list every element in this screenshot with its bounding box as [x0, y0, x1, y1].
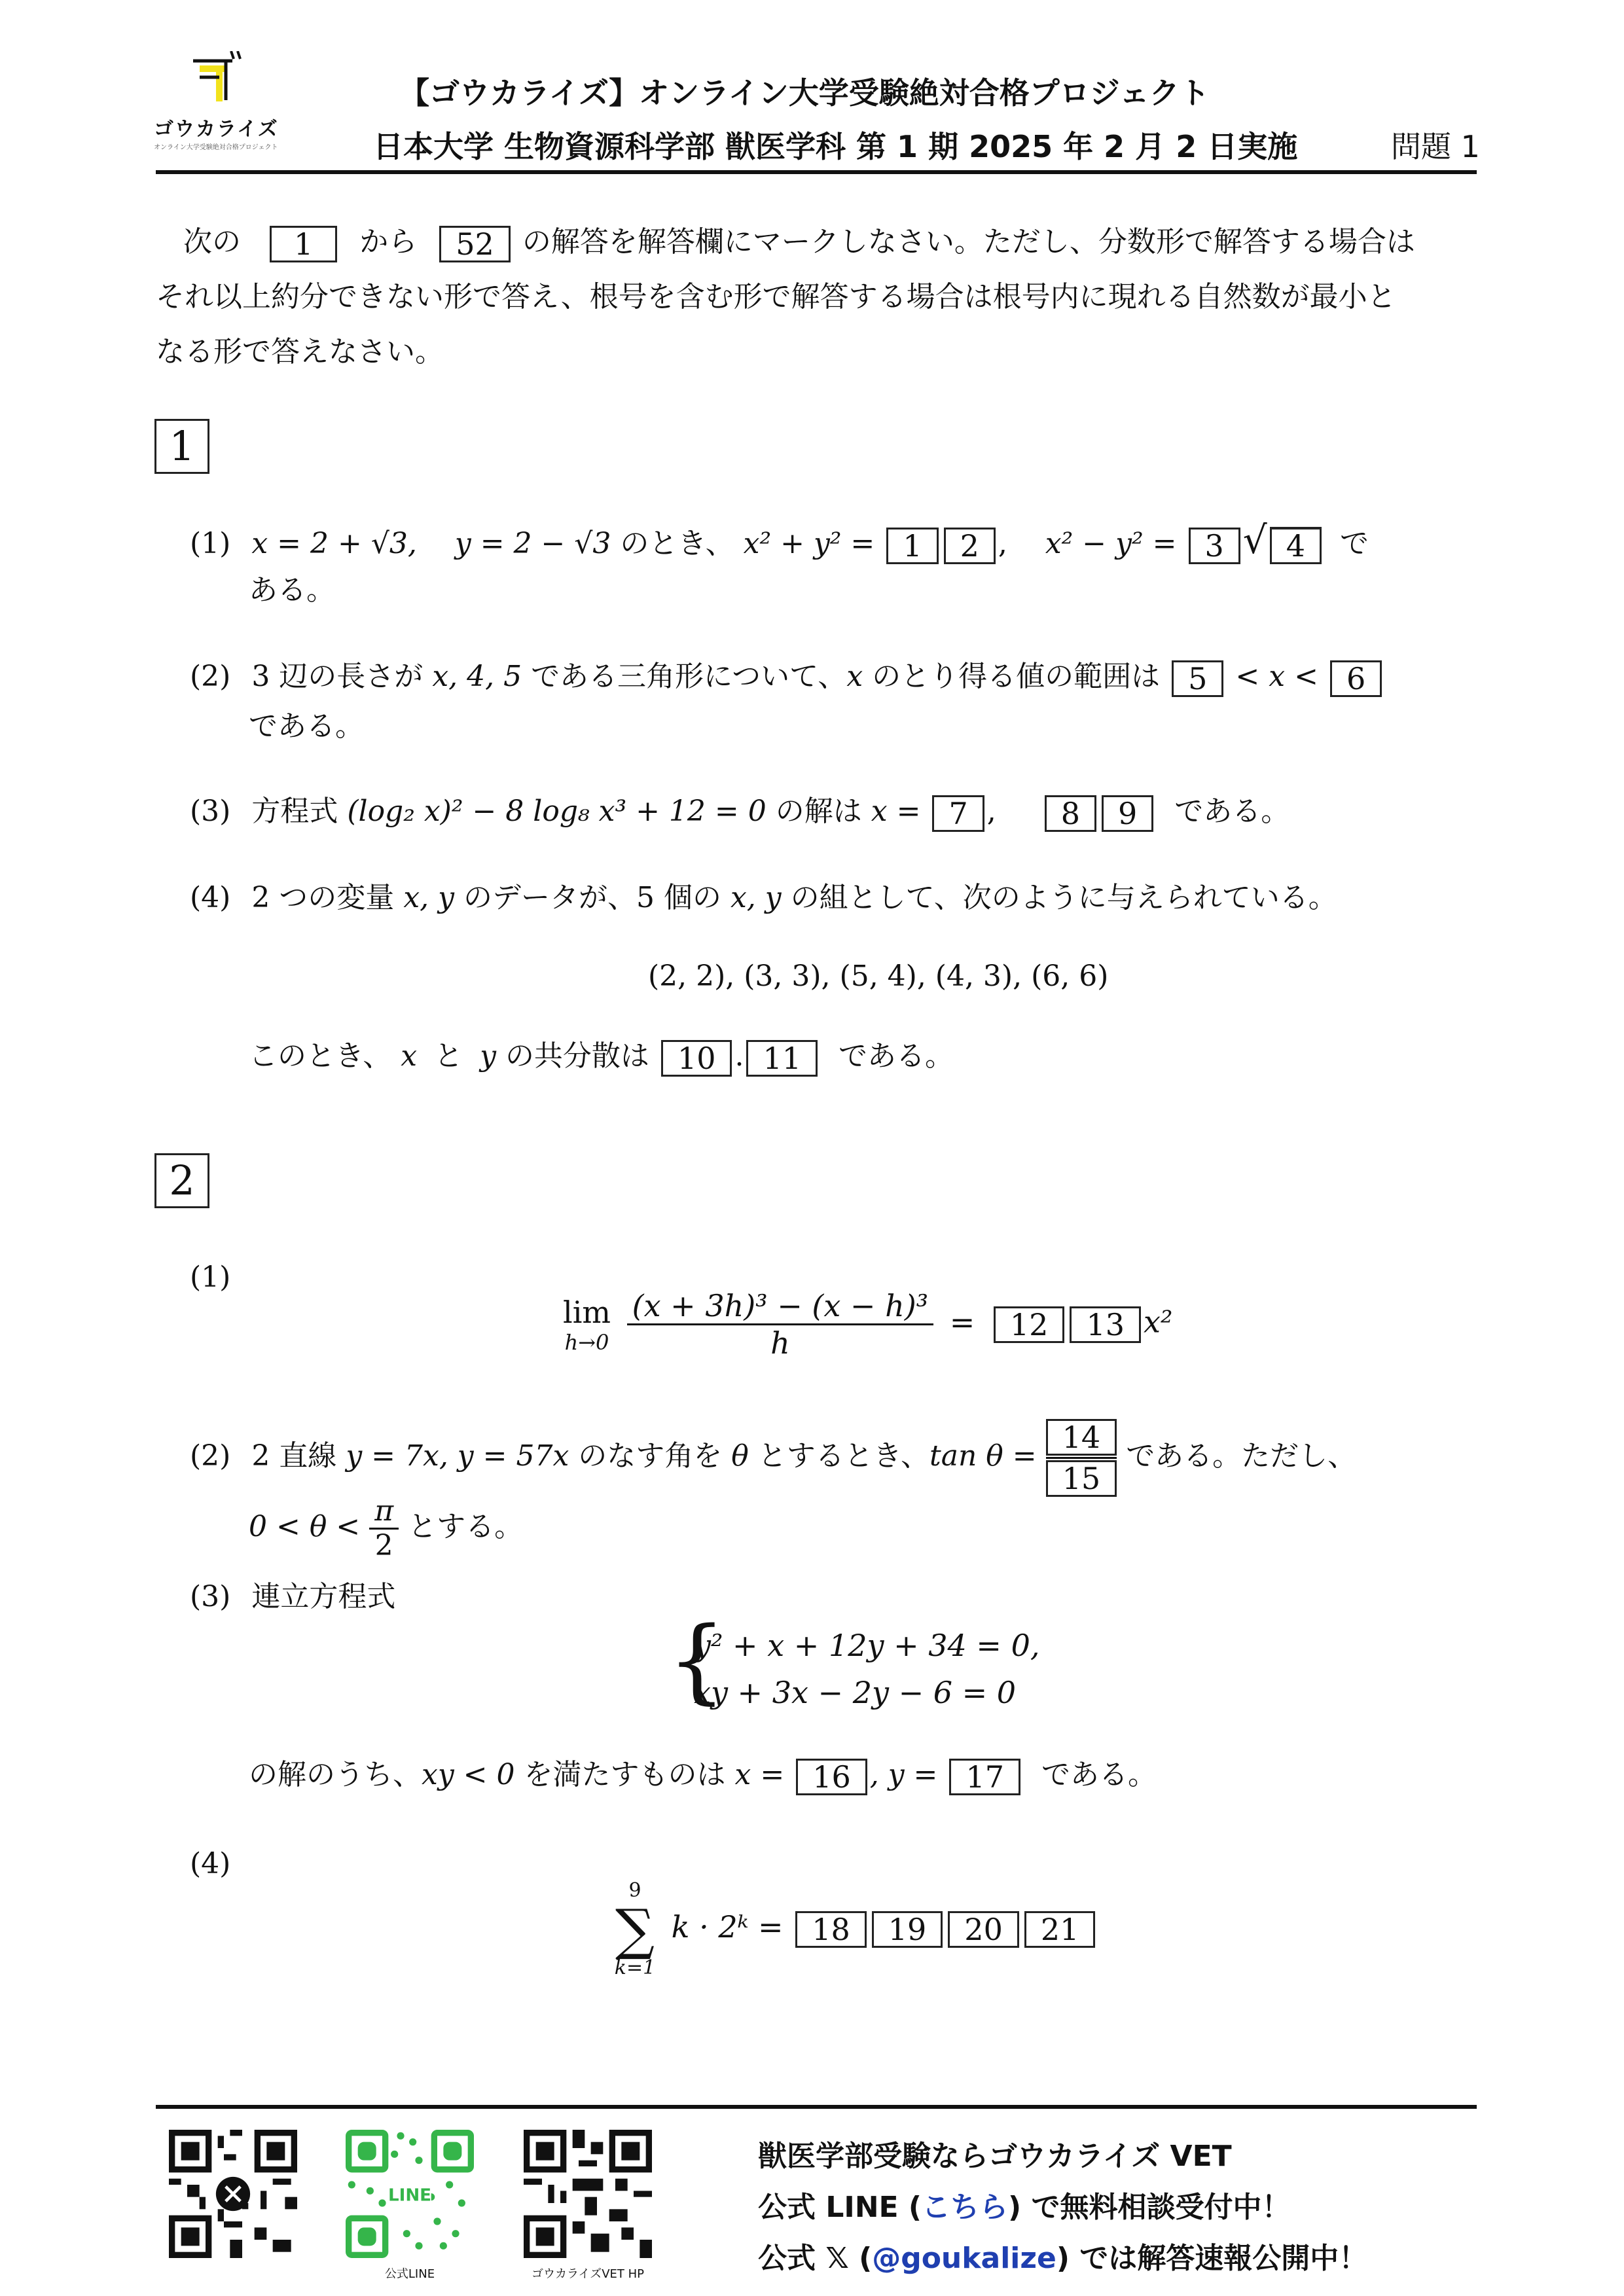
s2-q1-fraction [627, 1288, 933, 1361]
s1-q3-expr: (log₂ x)² − 8 log₈ x³ + 12 = 0 [347, 795, 767, 828]
s1-q4-text-g: である。 [839, 1039, 954, 1073]
header-title-2: 日本大学 生物資源科学部 獣医学科 第 1 期 2025 年 2 月 2 日実施 [373, 129, 1298, 164]
answer-box-4: 4 [1270, 527, 1322, 564]
s1-q4-text-b: のデータが、5 個の [463, 881, 721, 914]
s1-q2 [190, 649, 1479, 704]
line-label: LINE [388, 2185, 432, 2206]
s2-q1-tail: x² [1144, 1304, 1173, 1340]
instructions-line-3: なる形で答えなさい。 [156, 335, 444, 368]
s1-q1-label: (1) [190, 527, 231, 560]
s2-q3-text-d: である。 [1041, 1758, 1157, 1791]
sum-upper: 9 [628, 1879, 641, 1902]
s1-q4-text-a: 2 つの変量 [251, 881, 395, 914]
qr-code-icon [169, 2130, 297, 2258]
s2-q2-label: (2) [190, 1439, 231, 1473]
decimal-point: . [734, 1039, 744, 1073]
answer-box-16: 16 [796, 1759, 867, 1795]
header-title-1: 【ゴウカライズ】オンライン大学受験絶対合格プロジェクト [399, 75, 1210, 111]
answer-box-52: 52 [439, 226, 511, 262]
qr-line-code[interactable] [346, 2130, 474, 2281]
s2-q2-text-e: とする。 [408, 1510, 524, 1543]
page-label: 問題 1 [1391, 129, 1480, 164]
s1-q3: (3) 方程式 (log₂ x)² − 8 log₈ x³ + 12 = 0 の解は x = 7 , 8 9 である。 [190, 795, 1290, 831]
answer-box-3: 3 [1189, 528, 1240, 564]
answer-box-19: 19 [872, 1911, 943, 1948]
s2-q3-eq1: y² + x + 12y + 34 = 0, [694, 1628, 1040, 1663]
s1-q1-text-b: で [1340, 527, 1369, 560]
footer-line2-pre: 公式 LINE ( [758, 2191, 922, 2224]
logo-mark-icon [154, 51, 298, 110]
footer-line-3 [758, 2234, 1367, 2276]
answer-box-17: 17 [949, 1759, 1020, 1795]
qr-line-caption: 公式LINE [384, 2267, 435, 2281]
instructions-pre: 次の [183, 225, 241, 259]
s2-q4-term: k · 2ᵏ = [671, 1909, 784, 1945]
s2-q3-text-b: の解のうち、 [249, 1758, 422, 1791]
instructions-line1-rest: の解答を解答欄にマークしなさい。ただし、分数形で解答する場合は [522, 225, 1415, 259]
lim-symbol: lim [563, 1294, 611, 1330]
s1-q4-text-f: の共分散は [505, 1039, 649, 1073]
s2-q2-cond: 0 < θ < [249, 1510, 361, 1543]
answer-box-5: 5 [1172, 660, 1223, 697]
s2-q3-expr-a: xy < 0 [422, 1758, 515, 1791]
s1-q4-label: (4) [190, 881, 231, 914]
sum-lower: k=1 [614, 1956, 656, 1979]
answer-box-1: 1 [270, 226, 337, 262]
s1-q3-expr-b: x = [871, 795, 921, 828]
s2-q3-line2 [249, 1748, 1157, 1803]
x-account-link[interactable]: @goukalize [872, 2242, 1056, 2275]
instructions-line-1 [156, 215, 1478, 270]
s2-q3-expr-c: , y = [869, 1758, 938, 1791]
s1-q3-text-b: の解は [775, 795, 862, 828]
s2-q3-eq2: xy + 3x − 2y − 6 = 0 [694, 1675, 1017, 1710]
s1-q1-text-a: のとき、 [620, 527, 734, 560]
s1-q2-text-b: である三角形について、 [531, 660, 847, 693]
s1-q2-text-a: 3 辺の長さが [251, 660, 424, 693]
s1-q4-text-d: このとき、 [249, 1039, 392, 1073]
qr-code-icon [346, 2130, 474, 2258]
s2-q2-text-a: 2 直線 [251, 1439, 337, 1473]
section-2-number: 2 [154, 1153, 209, 1208]
s2-q1-eq: = [949, 1304, 975, 1340]
s1-q3-label: (3) [190, 795, 231, 828]
s1-q4-text-c: の組として、次のように与えられている。 [790, 881, 1337, 914]
s2-q4-label: (4) [190, 1847, 231, 1880]
answer-box-12: 12 [994, 1306, 1065, 1343]
answer-box-2: 2 [944, 528, 996, 564]
lim-subscript: h→0 [564, 1329, 609, 1355]
instructions-line-2: それ以上約分できない形で答え、根号を含む形で解答する場合は根号内に現れる自然数が最小と [156, 280, 1396, 314]
s2-q2-line2 [249, 1495, 523, 1562]
sum-symbol-icon: ∑ [615, 1897, 655, 1962]
footer-line2-post: ) で無料相談受付中！ [1008, 2191, 1291, 2224]
footer-rule [156, 2105, 1477, 2109]
answer-box-1: 1 [886, 528, 938, 564]
s1-q4-line2 [249, 1029, 954, 1084]
s2-q4-formula [612, 1880, 1098, 1979]
s1-q4-expr-c: x [401, 1039, 418, 1073]
s2-q3 [190, 1570, 395, 1624]
line-link[interactable]: こちら [922, 2191, 1009, 2224]
instructions [156, 215, 1478, 380]
sqrt-symbol: √ [1242, 518, 1267, 562]
section-1-number: 1 [154, 419, 209, 474]
logo-text: ゴウカライズ [154, 118, 279, 141]
s1-q1-text-c: ある。 [249, 573, 335, 607]
footer-line3-pre: 公式 𝕏 ( [758, 2242, 873, 2275]
s1-q2-expr-b: x [846, 660, 863, 693]
s2-q1-numerator: (x + 3h)³ − (x − h)³ [627, 1288, 933, 1325]
s2-q2-text-c: とするとき、 [757, 1439, 930, 1473]
header-rule [156, 170, 1477, 174]
answer-box-11: 11 [746, 1040, 818, 1077]
s2-q3-text-c: を満たすものは [524, 1758, 726, 1791]
s2-q3-expr-b: x = [734, 1758, 785, 1791]
answer-box-10: 10 [661, 1040, 732, 1077]
s2-q1-formula [563, 1288, 1172, 1361]
s2-q2-expr-a: y = 7x, y = 57x [346, 1439, 569, 1473]
answer-box-13: 13 [1070, 1306, 1141, 1343]
pi-over-2 [369, 1495, 399, 1562]
s1-q4-data: (2, 2), (3, 3), (5, 4), (4, 3), (6, 6) [648, 960, 1109, 993]
answer-box-9: 9 [1102, 795, 1153, 832]
s1-q4-expr-b: x, y [730, 881, 782, 914]
brace-icon: { [668, 1607, 727, 1714]
s1-q1: (1) x = 2 + √3, y = 2 − √3 のとき、 x² + y² = 1 2 , x² − y² = 3 √ 4 で [190, 518, 1369, 564]
answer-box-21: 21 [1024, 1911, 1096, 1948]
s2-q2-fraction [1046, 1418, 1117, 1498]
s1-q1-expr-b: y = 2 − √3 [454, 527, 611, 560]
s2-q2-text-d: である。ただし、 [1126, 1439, 1357, 1473]
qr-hp-caption: ゴウカライズVET HP [531, 2267, 645, 2281]
s1-q1-expr-c: x² + y² = [743, 527, 875, 560]
s1-q2-text-c: のとり得る値の範囲は [872, 660, 1161, 693]
answer-box-6: 6 [1330, 660, 1382, 697]
answer-box-14: 14 [1046, 1419, 1117, 1456]
s1-q1-expr-a: x = 2 + √3, [251, 527, 417, 560]
answer-box-8: 8 [1045, 795, 1096, 832]
qr-code-icon [524, 2130, 652, 2258]
s2-q3-label: (3) [190, 1580, 231, 1613]
s1-q2-label: (2) [190, 660, 231, 693]
footer-line3-post: ) では解答速報公開中！ [1056, 2242, 1368, 2275]
answer-box-18: 18 [795, 1911, 867, 1948]
s1-q2-text-d: である。 [249, 709, 364, 743]
footer-line-1: 獣医学部受験ならゴウカライズ VET [758, 2140, 1232, 2173]
s1-q4-expr-d: y [480, 1039, 496, 1073]
footer-line-2 [758, 2183, 1290, 2225]
qr-hp-code[interactable] [524, 2130, 652, 2281]
s2-q2-text-b: のなす角を [578, 1439, 723, 1473]
s1-q4-expr-a: x, y [403, 881, 454, 914]
s2-q1-label: (1) [190, 1261, 231, 1294]
s2-q2-expr-b: θ [731, 1439, 749, 1473]
s1-q3-text-a: 方程式 [251, 795, 338, 828]
s2-q2-expr-c: tan θ = [929, 1439, 1037, 1473]
logo-subtext: オンライン大学受験絶対合格プロジェクト [154, 144, 278, 151]
qr-x-code[interactable] [169, 2130, 297, 2258]
s1-q4-text-e: と [434, 1039, 463, 1073]
s2-q3-text-a: 連立方程式 [251, 1580, 396, 1613]
s1-q2-expr-a: x, 4, 5 [432, 660, 522, 693]
pi-numerator: π [369, 1495, 399, 1530]
s1-q1-expr-d: x² − y² = [1045, 527, 1177, 560]
s2-q1-denominator: h [770, 1325, 790, 1361]
s2-q2 [190, 1418, 1479, 1498]
s1-q4 [190, 870, 1479, 925]
answer-box-15: 15 [1046, 1460, 1117, 1497]
instructions-mid: から [359, 225, 418, 259]
s2-q3-system [668, 1607, 1040, 1716]
s1-q3-text-c: である。 [1174, 795, 1290, 828]
answer-box-20: 20 [948, 1911, 1019, 1948]
answer-box-7: 7 [932, 795, 984, 832]
s1-q2-ineq: < x < [1235, 660, 1318, 693]
pi-denominator: 2 [374, 1529, 393, 1562]
logo [154, 51, 298, 151]
